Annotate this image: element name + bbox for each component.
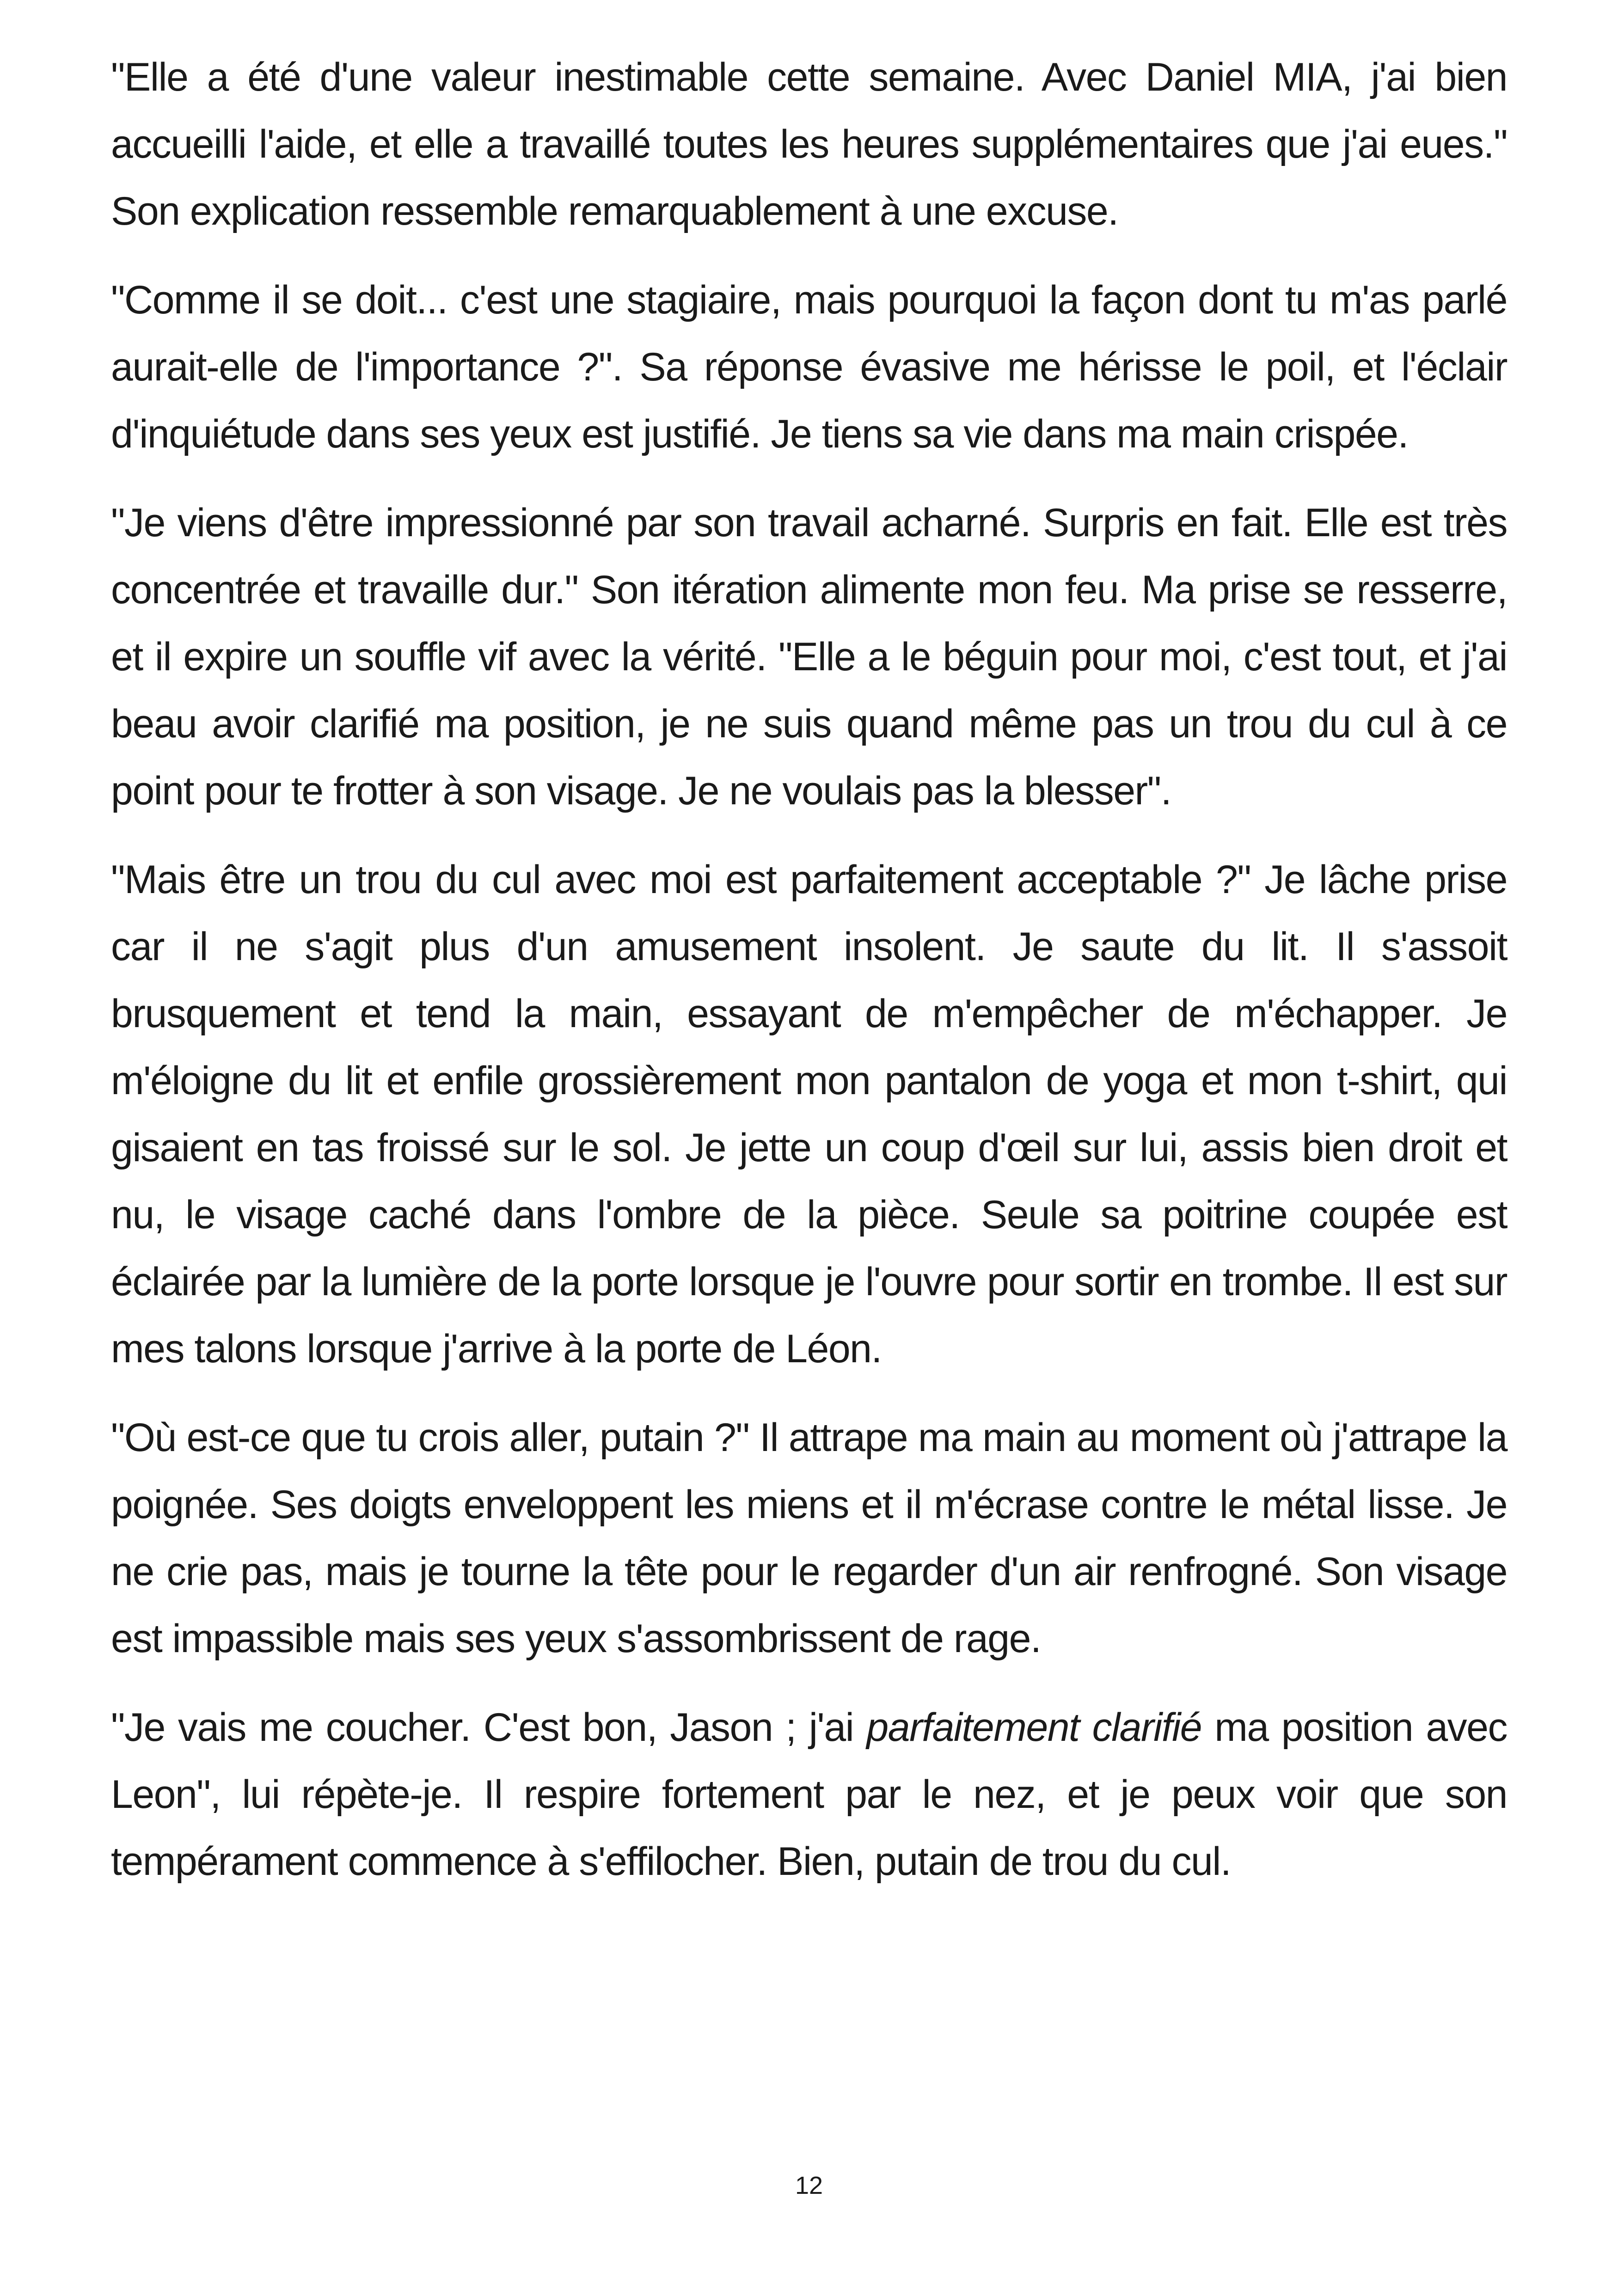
paragraph-6-text-start: "Je vais me coucher. C'est bon, Jason ; j'ai [111,1705,867,1750]
paragraph-2: "Comme il se doit... c'est une stagiaire, mais pourquoi la façon dont tu m'as parlé aurait-elle de l'importance ?". Sa réponse évasive me hérisse le poil, et l'éclair d'inquiétude dans ses yeux est justifié. Je tiens sa vie dans ma main crispée. [111,278,1507,456]
paragraph-6-text-end: ma position avec Leon", lui répète-je. Il respire fortement par le nez, et je peux voir que son tempérament commence à s'effilocher. Bien, putain de trou du cul. [111,1705,1507,1884]
paragraph-6 [111,1694,1507,1895]
paragraph-1: "Elle a été d'une valeur inestimable cette semaine. Avec Daniel MIA, j'ai bien accueilli l'aide, et elle a travaillé toutes les heures supplémentaires que j'ai eues." Son explication ressemble remarquablement à une excuse. [111,55,1507,233]
paragraph-5: "Où est-ce que tu crois aller, putain ?" Il attrape ma main au moment où j'attrape la poignée. Ses doigts enveloppent les miens et il m'écrase contre le métal lisse. Je ne crie pas, mais je tourne la tête pour le regarder d'un air renfrogné. Son visage est impassible mais ses yeux s'assombrissent de rage. [111,1415,1507,1661]
paragraph-4: "Mais être un trou du cul avec moi est parfaitement acceptable ?" Je lâche prise car il ne s'agit plus d'un amusement insolent. Je saute du lit. Il s'assoit brusquement et tend la main, essayant de m'empêcher de m'échapper. Je m'éloigne du lit et enfile grossièrement mon pantalon de yoga et mon t-shirt, qui gisaient en tas froissé sur le sol. Je jette un coup d'œil sur lui, assis bien droit et nu, le visage caché dans l'ombre de la pièce. Seule sa poitrine coupée est éclairée par la lumière de la porte lorsque je l'ouvre pour sortir en trombe. Il est sur mes talons lorsque j'arrive à la porte de Léon. [111,857,1507,1371]
page-body [111,44,1507,1917]
paragraph-3: "Je viens d'être impressionné par son travail acharné. Surpris en fait. Elle est très concentrée et travaille dur." Son itération alimente mon feu. Ma prise se resserre, et il expire un souffle vif avec la vérité. "Elle a le béguin pour moi, c'est tout, et j'ai beau avoir clarifié ma position, je ne suis quand même pas un trou du cul à ce point pour te frotter à son visage. Je ne voulais pas la blesser". [111,501,1507,813]
paragraph-6-italic-text: parfaitement clarifié [866,1705,1202,1750]
page-number: 12 [795,2172,823,2199]
